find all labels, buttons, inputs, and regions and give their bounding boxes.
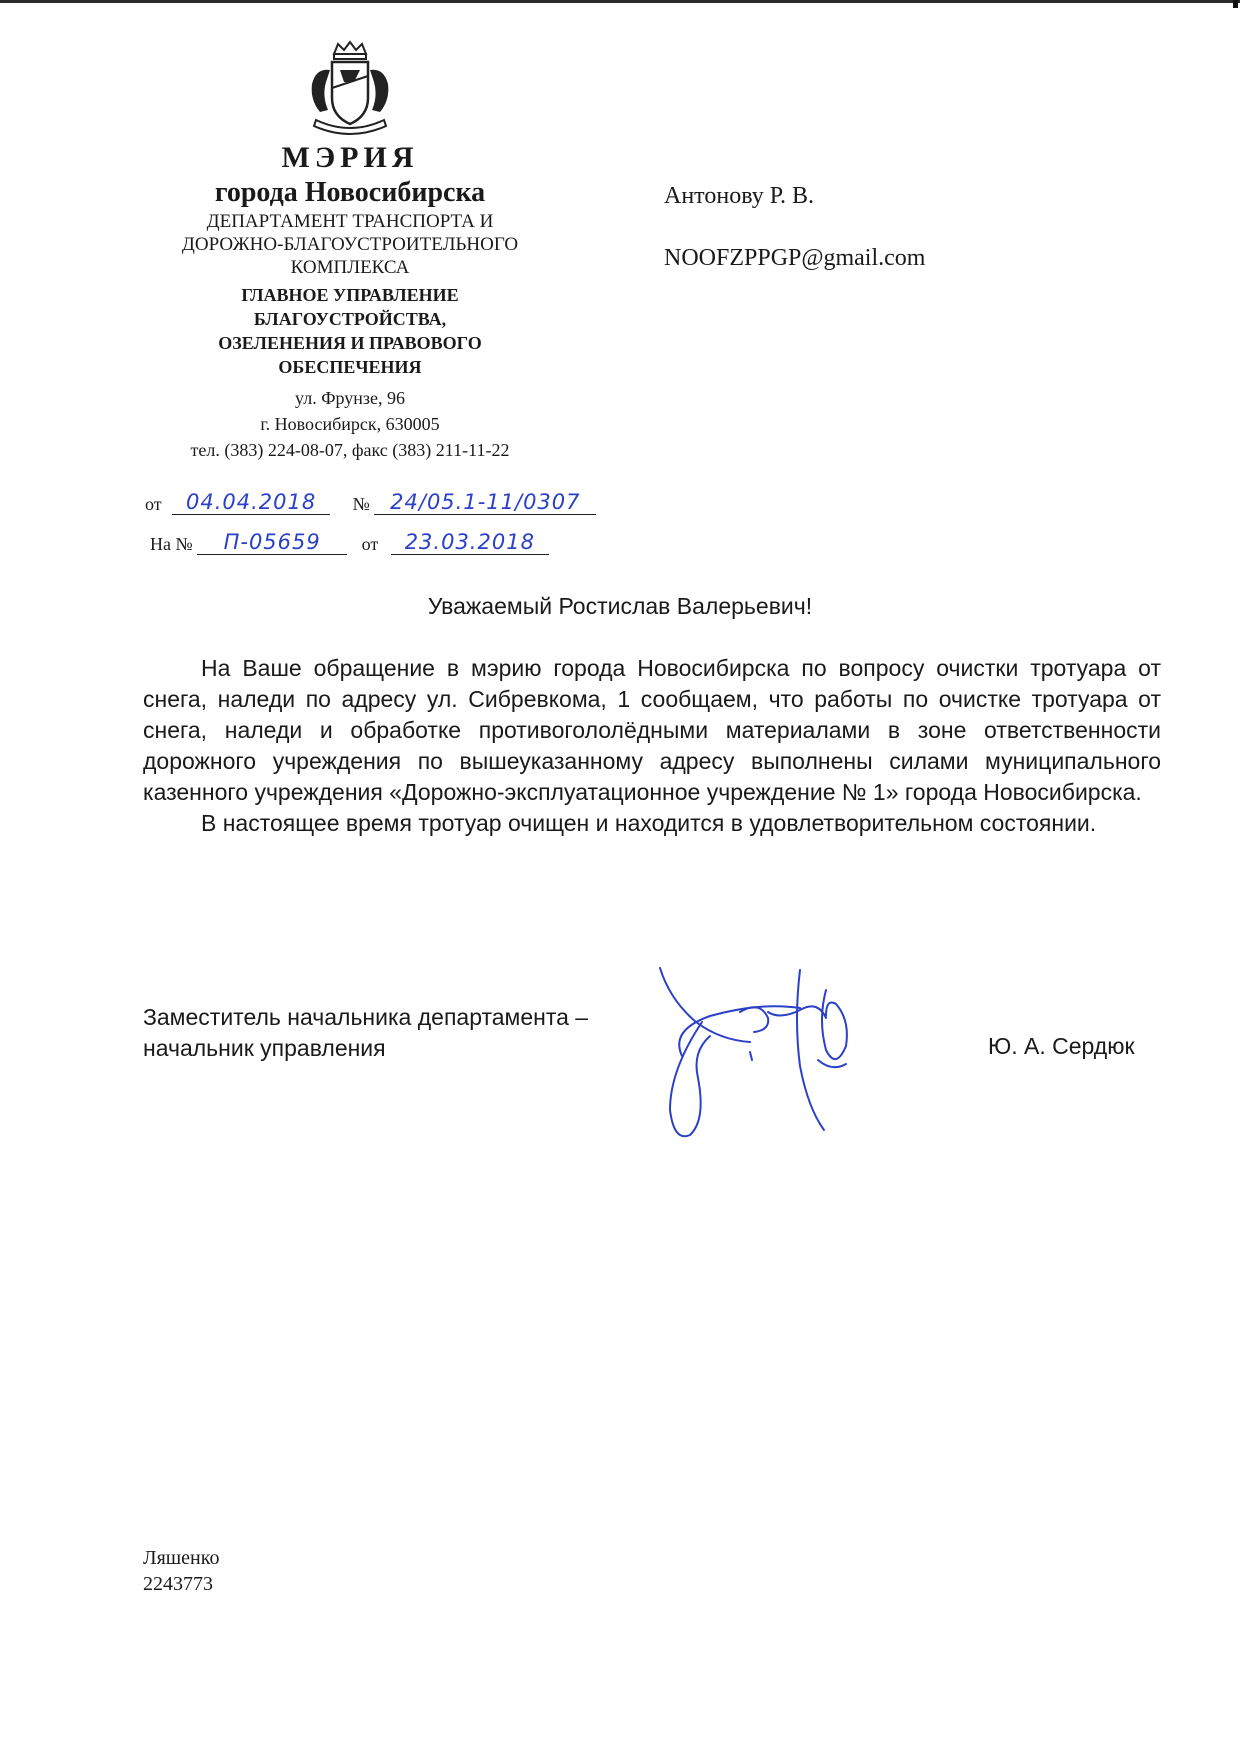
body-paragraph: В настоящее время тротуар очищен и находится в удовлетворительном состоянии. [201,810,1097,836]
executor-phone: 2243773 [143,1573,213,1595]
outgoing-reference [145,490,596,515]
scan-corner-mark [1233,0,1238,8]
contact-address [140,385,560,463]
scan-edge-mark [0,0,1240,3]
letter-body [143,653,1161,839]
signatory-title-line: Заместитель начальника департамента – [143,1004,589,1030]
body-paragraph: На Ваше обращение в мэрию города Новосибирска по вопросу очистки тротуара от снега, наледи по адресу ул. Сибревкома, 1 сообщаем, что работы по очистке тротуара от снега, наледи и обработке противогололёдными материалами в зоне ответственности дорожного учреждения по вышеуказанному адресу выполнены силами муниципального казенного учреждения «Дорожно-эксплуатационное учреждение № 1» города Новосибирска. [143,655,1161,805]
salutation: Уважаемый Ростислав Валерьевич! [427,593,813,619]
office-line: ОБЕСПЕЧЕНИЯ [278,357,422,377]
office-line: ОЗЕЛЕНЕНИЯ И ПРАВОВОГО [218,333,482,353]
signatory-name: Ю. А. Сердюк [988,1033,1135,1059]
executor-block [143,1545,219,1597]
reply-to-label: На № [150,534,193,554]
outgoing-number: 24/05.1-11/0307 [374,490,596,515]
handwritten-signature [650,960,880,1150]
number-label: № [352,494,370,514]
incoming-reference [150,530,549,555]
signatory-title-line: начальник управления [143,1035,386,1061]
signatory-title [143,1002,588,1064]
incoming-date-label: от [361,534,379,554]
department-line: КОМПЛЕКСА [290,257,410,278]
department-line: ДЕПАРТАМЕНТ ТРАНСПОРТА И [206,211,494,232]
office-line: ГЛАВНОЕ УПРАВЛЕНИЕ [241,285,459,305]
addressee-block [664,180,925,274]
office-name [140,283,560,379]
letterhead [140,40,560,463]
office-line: БЛАГОУСТРОЙСТВА, [253,309,447,329]
phone-fax: тел. (383) 224-08-07, факс (383) 211-11-22 [190,440,510,460]
department-line: ДОРОЖНО-БЛАГОУСТРОИТЕЛЬНОГО [181,234,519,255]
incoming-date: 23.03.2018 [391,530,549,555]
org-name: МЭРИЯ [281,141,419,174]
outgoing-date: 04.04.2018 [172,490,330,515]
incoming-number: П-05659 [197,530,347,555]
city-name: города Новосибирска [214,177,486,208]
street-address: ул. Фрунзе, 96 [295,388,405,408]
addressee-name: Антонову Р. В. [664,183,815,209]
coat-of-arms-icon [298,40,402,136]
executor-name: Ляшенко [143,1547,220,1569]
date-label: от [145,494,162,514]
department-name [140,210,560,279]
city-postcode: г. Новосибирск, 630005 [260,414,440,434]
addressee-email: NOOFZPPGP@gmail.com [664,245,926,271]
